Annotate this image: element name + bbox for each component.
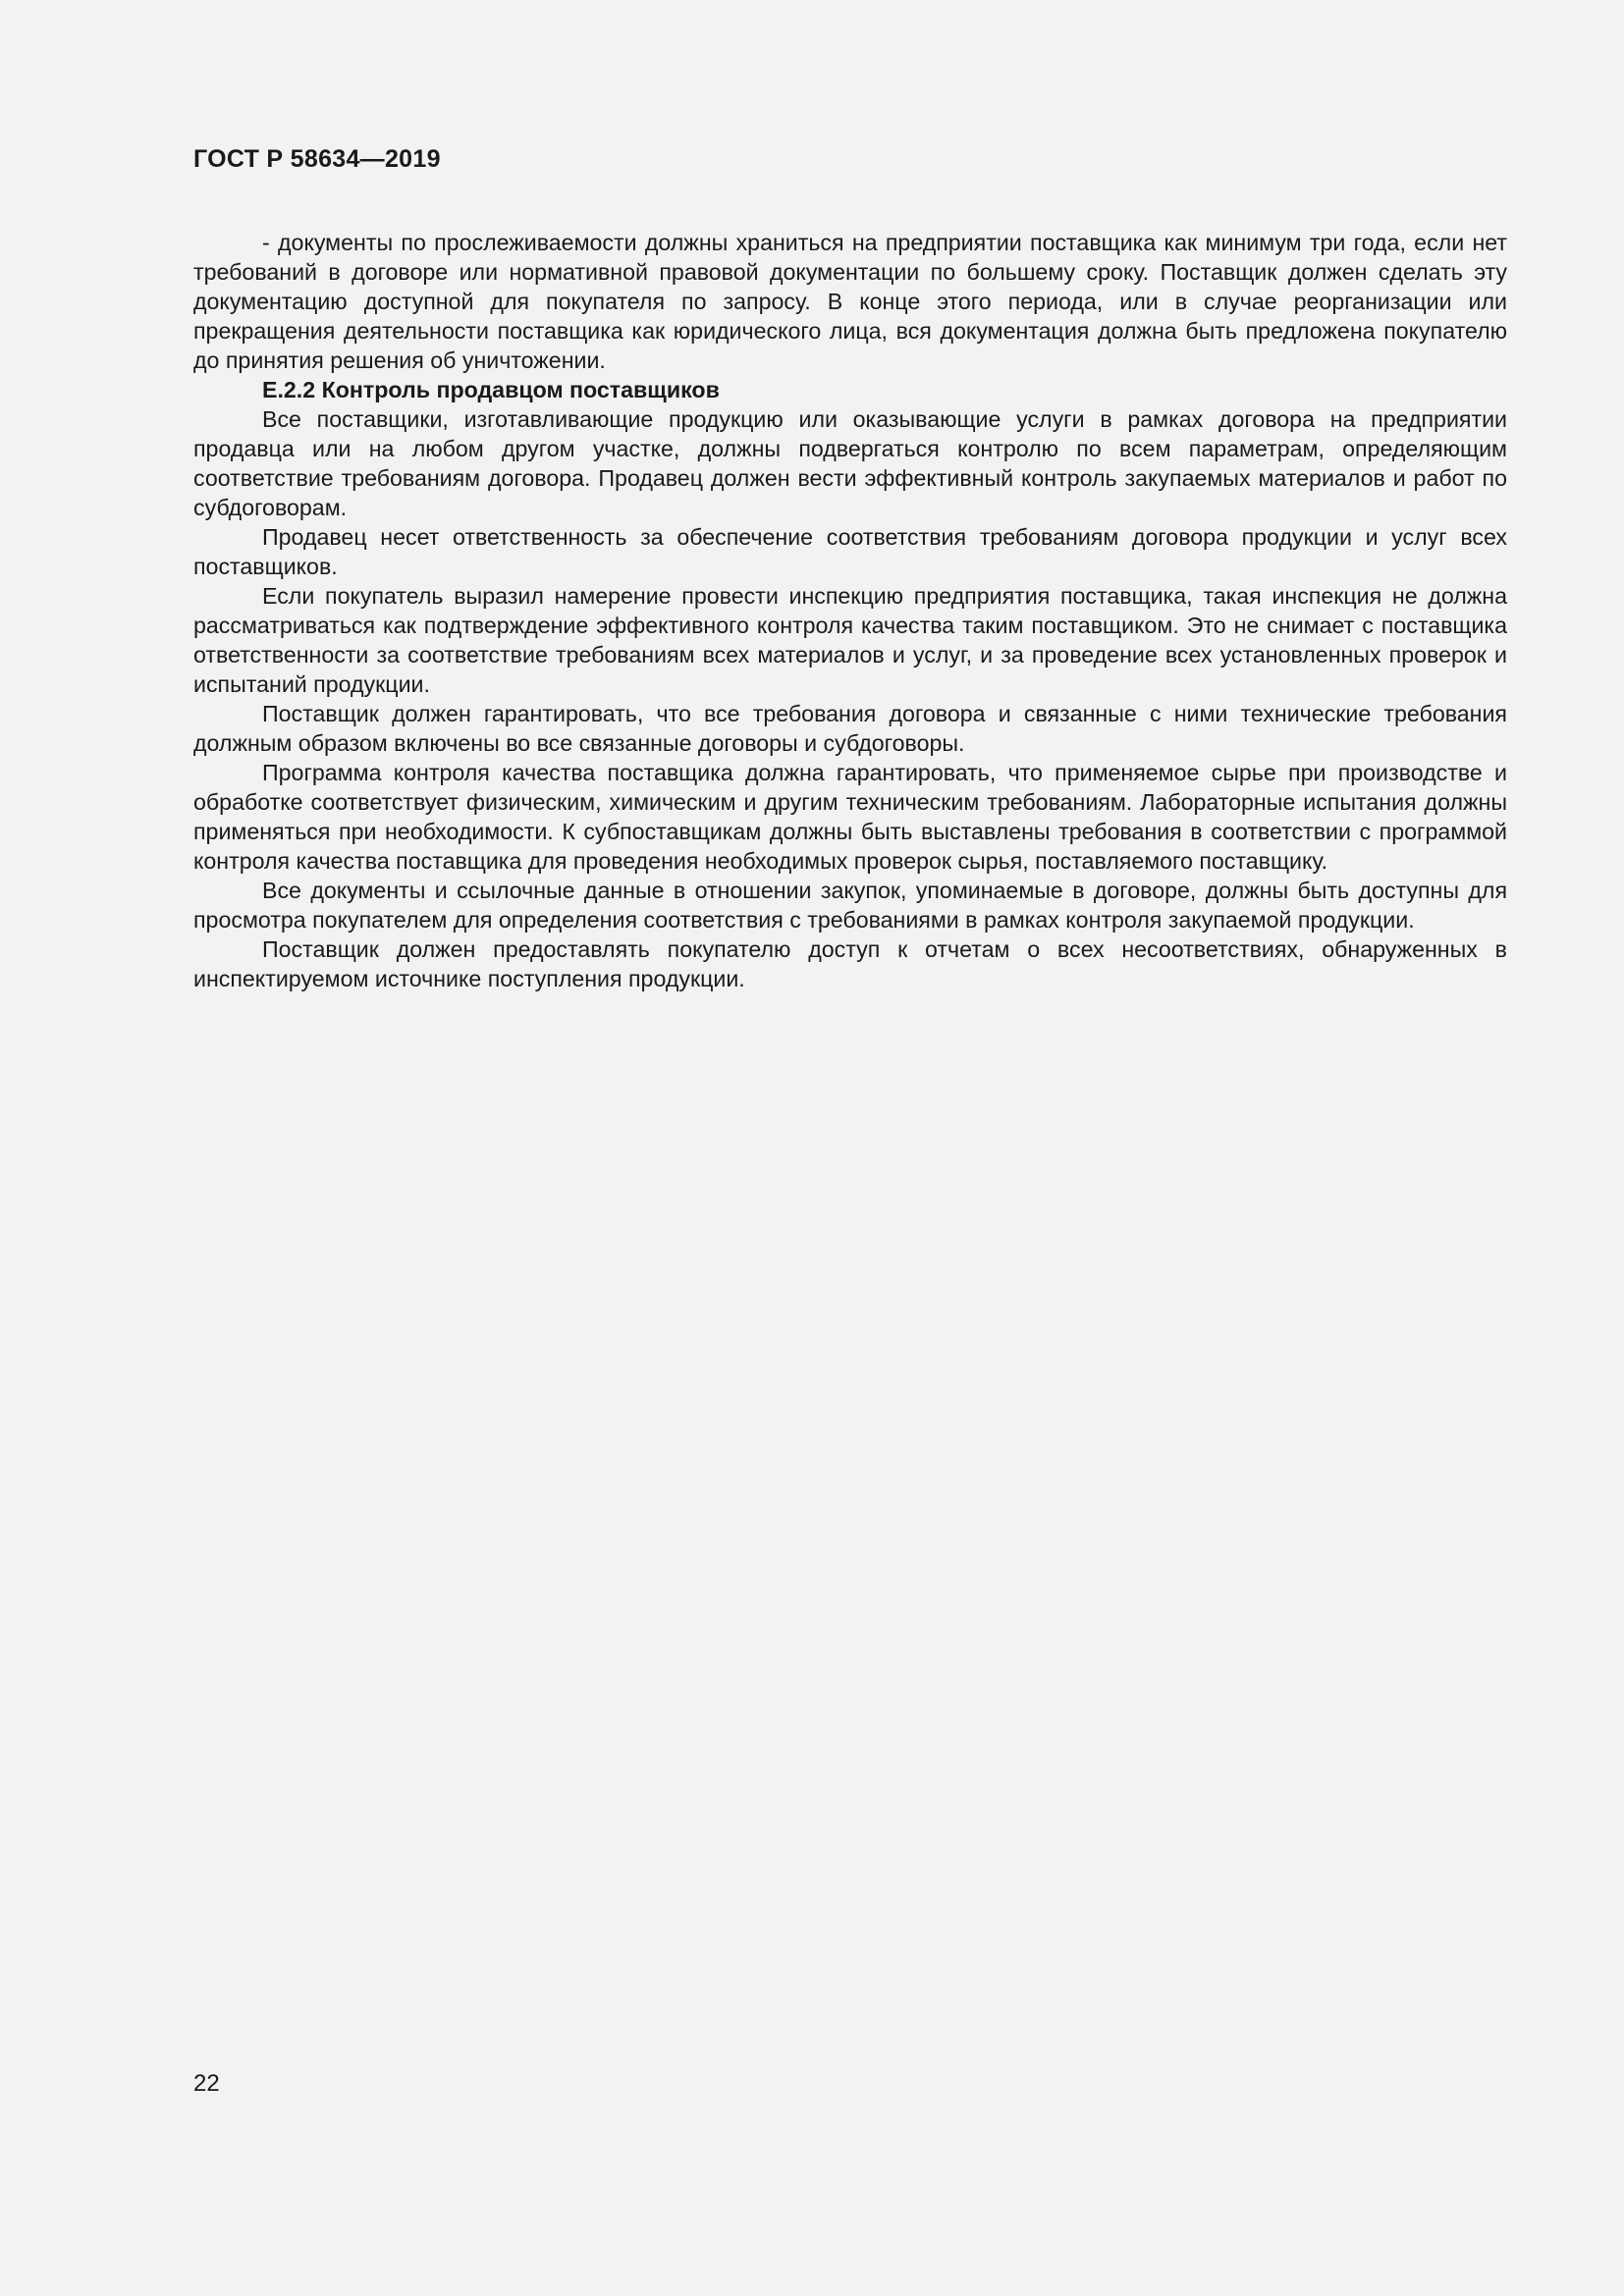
paragraph-nonconformance-reports: Поставщик должен предоставлять покупателю доступ к отчетам о всех несоответствиях, обнаруженных в инспектируемом источнике поступления продукции. [193, 936, 1507, 991]
section-heading-e-2-2: Е.2.2 Контроль продавцом поставщиков [262, 377, 720, 402]
paragraph-supplier-control: Все поставщики, изготавливающие продукцию или оказывающие услуги в рамках договора на предприятии продавца или на любом другом участке, должны подвергаться контролю по всем параметрам, определяющим соответствие требованиям договора. Продавец должен вести эффективный контроль закупаемых материалов и работ по субдоговорам. [193, 406, 1507, 520]
paragraph-quality-program: Программа контроля качества поставщика должна гарантировать, что применяемое сырье при производстве и обработке соответствует физическим, химическим и другим техническим требованиям. Лабораторные испытания должны применяться при необходимости. К субпоставщикам должны быть выставлены требования в соответствии с программой контроля качества поставщика для проведения необходимых проверок сырья, поставляемого поставщику. [193, 760, 1507, 874]
paragraph-traceability-documents: - документы по прослеживаемости должны храниться на предприятии поставщика как минимум три года, если нет требований в договоре или нормативной правовой документации по большему сроку. Поставщик должен сделать эту документацию доступной для покупателя по запросу. В конце этого периода, или в случае реорганизации или прекращения деятельности поставщика как юридического лица, вся документация должна быть предложена покупателю до принятия решения об уничтожении. [193, 230, 1507, 373]
document-body [193, 228, 1507, 993]
page-number: 22 [193, 2070, 220, 2097]
paragraph-buyer-inspection: Если покупатель выразил намерение провести инспекцию предприятия поставщика, такая инспекция не должна рассматриваться как подтверждение эффективного контроля качества таким поставщиком. Это не снимает с поставщика ответственности за соответствие требованиям всех материалов и услуг, и за проведение всех установленных проверок и испытаний продукции. [193, 583, 1507, 697]
paragraph-contract-requirements: Поставщик должен гарантировать, что все требования договора и связанные с ними технические требования должным образом включены во все связанные договоры и субдоговоры. [193, 701, 1507, 756]
paragraph-procurement-documents: Все документы и ссылочные данные в отношении закупок, упоминаемые в договоре, должны быть доступны для просмотра покупателем для определения соответствия с требованиями в рамках контроля закупаемой продукции. [193, 878, 1507, 933]
document-code-header: ГОСТ Р 58634—2019 [193, 145, 441, 173]
paragraph-seller-responsibility: Продавец несет ответственность за обеспечение соответствия требованиям договора продукции и услуг всех поставщиков. [193, 524, 1507, 579]
